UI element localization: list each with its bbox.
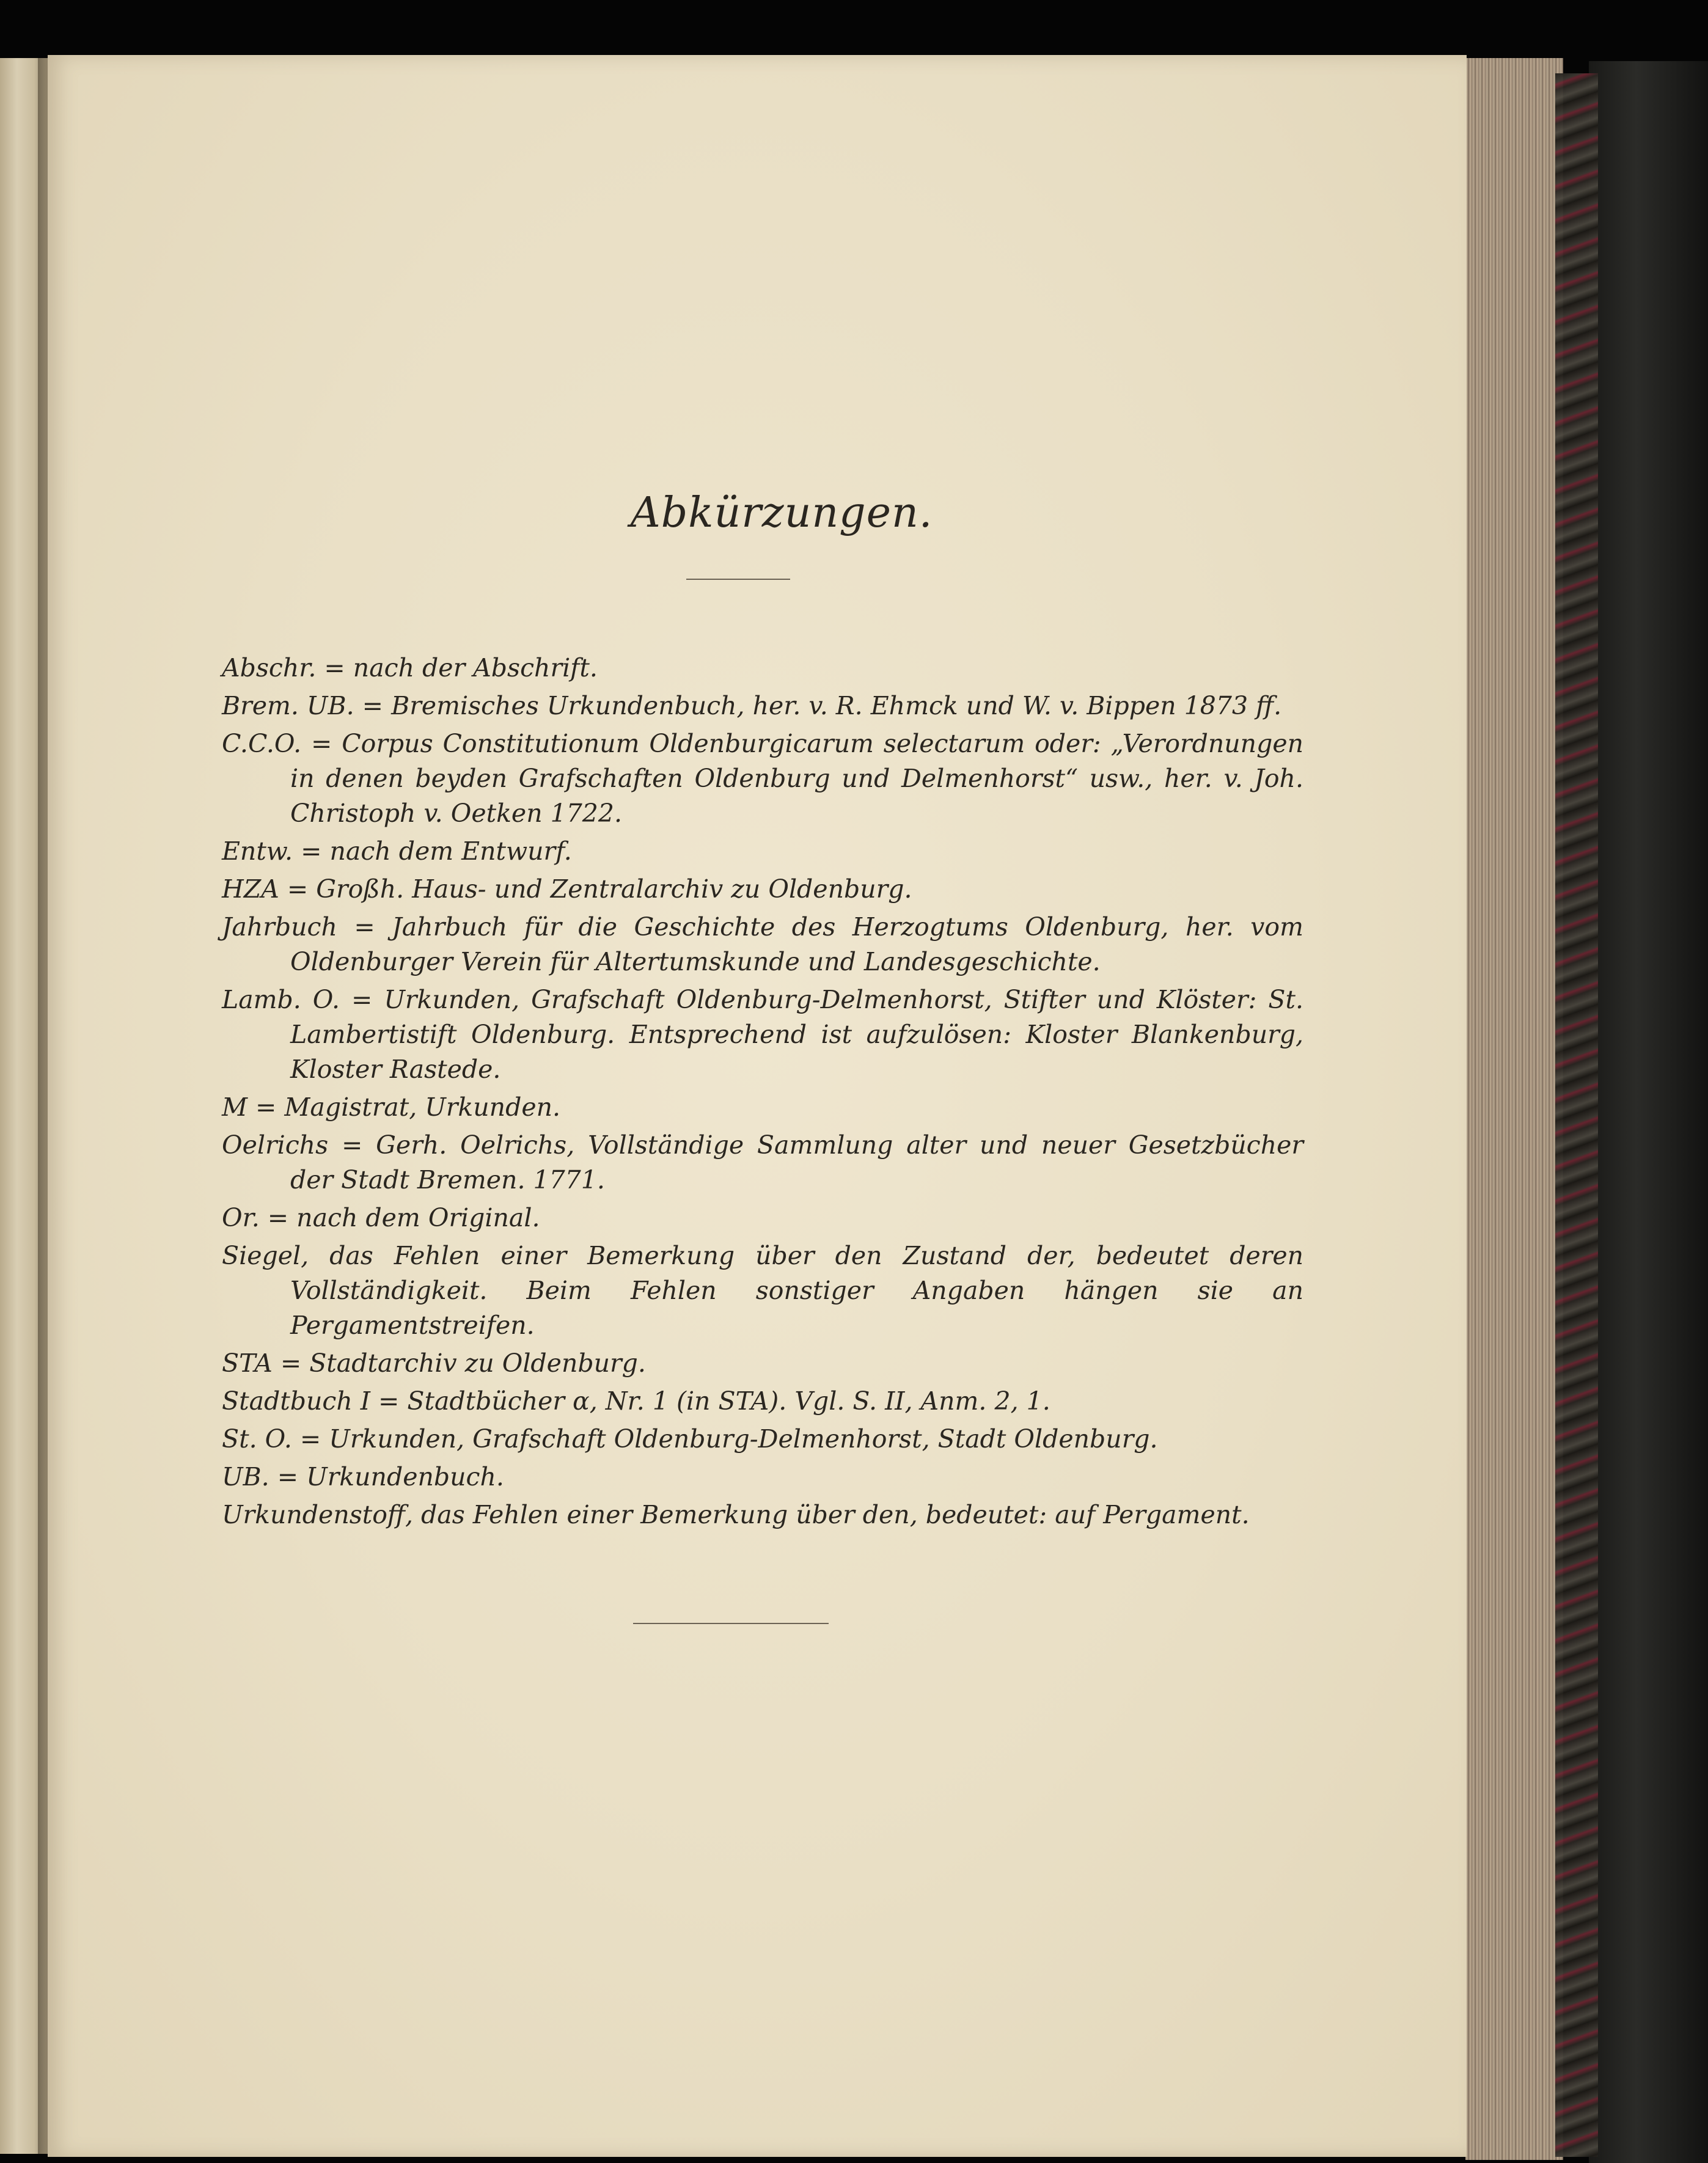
- abbreviation-entry: STA = Stadtarchiv zu Oldenburg.: [222, 1349, 646, 1378]
- abbreviation-entry: Siegel, das Fehlen einer Bemerkung über den Zustand der, bedeutet deren Vollständigkeit. Beim Fehlen sonstiger Angaben hängen sie an Pergamentstreifen.: [222, 1241, 1303, 1340]
- abbreviation-entry: UB. = Urkundenbuch.: [222, 1462, 504, 1491]
- abbreviation-entry: Abschr. = nach der Abschrift.: [222, 653, 598, 683]
- abbreviation-entry: C.C.O. = Corpus Constitutionum Oldenburgicarum selectarum oder: „Verordnungen in denen beyden Grafschaften Oldenburg und Delmenhorst“ usw., her. v. Joh. Christoph v. Oetken 1722.: [222, 729, 1303, 828]
- abbreviation-entry: Oelrichs = Gerh. Oelrichs, Vollständige Sammlung alter und neuer Gesetzbücher der Stadt Bremen. 1771.: [222, 1130, 1303, 1195]
- book-page: [48, 55, 1467, 2157]
- abbreviation-entry: Stadtbuch I = Stadtbücher α, Nr. 1 (in STA). Vgl. S. II, Anm. 2, 1.: [222, 1386, 1050, 1416]
- marbled-edge: [1555, 73, 1598, 2157]
- end-rule: [633, 1623, 829, 1624]
- page-title: Abkürzungen.: [630, 489, 933, 537]
- abbreviation-entry: Lamb. O. = Urkunden, Grafschaft Oldenburg-Delmenhorst, Stifter und Klöster: St. Lambertistift Oldenburg. Entsprechend ist aufzulösen: Kloster Blankenburg, Kloster Rastede.: [222, 985, 1303, 1084]
- page-content: [48, 55, 1467, 2157]
- abbreviation-list: [222, 651, 1303, 1535]
- abbreviation-entry: M = Magistrat, Urkunden.: [222, 1092, 561, 1122]
- book-cover-board: [1589, 61, 1708, 2163]
- title-rule: [686, 579, 790, 580]
- abbreviation-entry: Entw. = nach dem Entwurf.: [222, 836, 572, 866]
- abbreviation-entry: Or. = nach dem Original.: [222, 1203, 540, 1232]
- abbreviation-entry: Jahrbuch = Jahrbuch für die Geschichte des Herzogtums Oldenburg, her. vom Oldenburger Verein für Altertumskunde und Landesgeschichte.: [222, 912, 1303, 976]
- abbreviation-entry: Urkundenstoff, das Fehlen einer Bemerkung über den, bedeutet: auf Pergament.: [222, 1500, 1250, 1529]
- abbreviation-entry: St. O. = Urkunden, Grafschaft Oldenburg-Delmenhorst, Stadt Oldenburg.: [222, 1424, 1158, 1454]
- abbreviation-entry: HZA = Großh. Haus- und Zentralarchiv zu Oldenburg.: [222, 874, 912, 904]
- page-block-edges: [1465, 58, 1563, 2160]
- abbreviation-entry: Brem. UB. = Bremisches Urkundenbuch, her. v. R. Ehmck und W. v. Bippen 1873 ff.: [222, 691, 1282, 720]
